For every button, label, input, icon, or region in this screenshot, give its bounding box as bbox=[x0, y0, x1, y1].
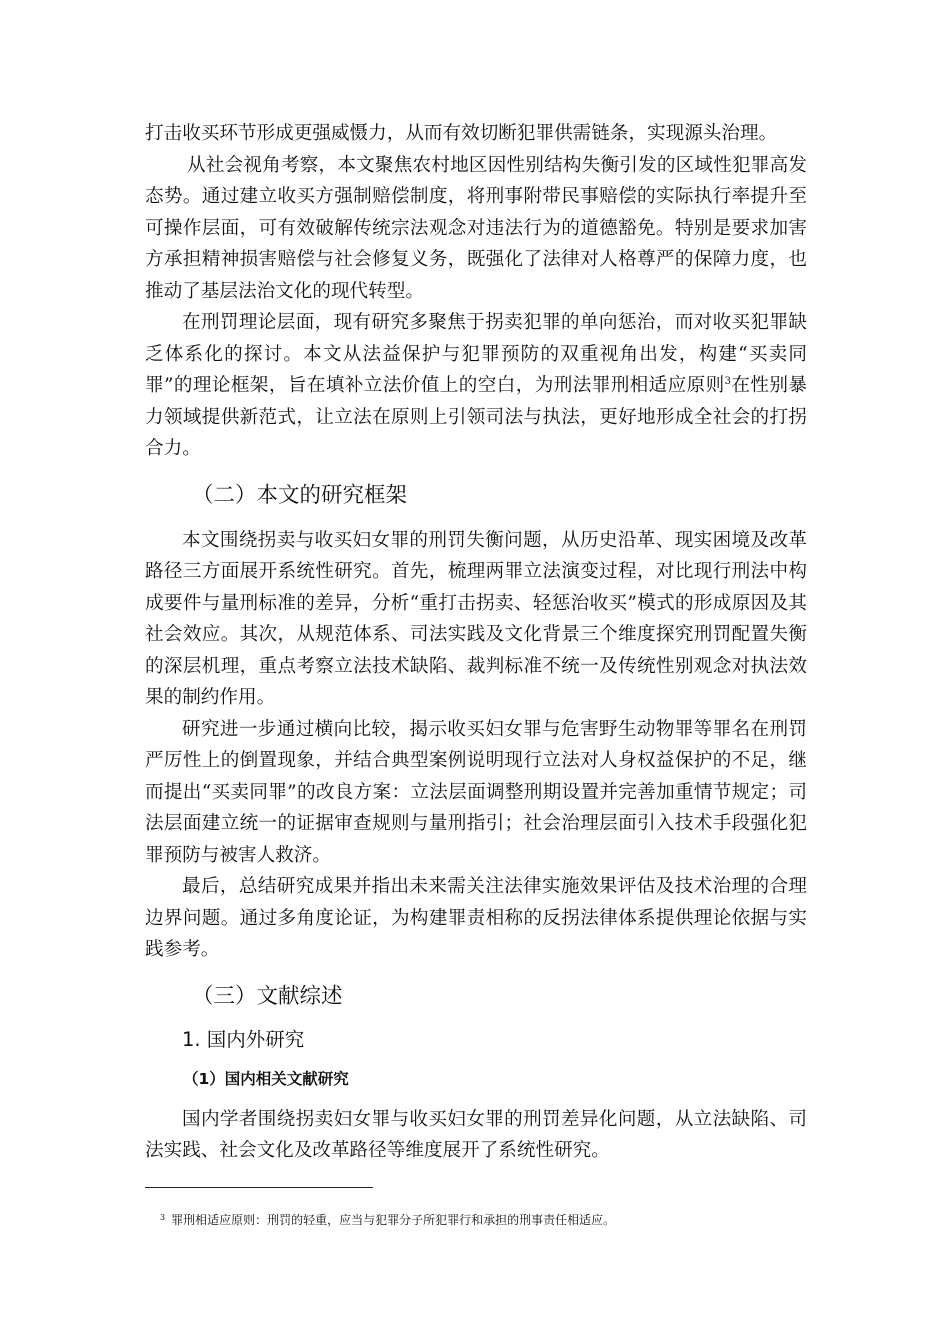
subheading-domestic-foreign-research: 1. 国内外研究 bbox=[182, 1027, 305, 1051]
subheading-domestic-literature: （1）国内相关文献研究 bbox=[183, 1069, 349, 1088]
paragraph-penal-theory bbox=[145, 307, 807, 465]
paragraph-framework-comparison: 研究进一步通过横向比较，揭示收买妇女罪与危害野生动物罪等罪名在刑罚严厉性上的倒置现象，并结合典型案例说明现行立法对人身权益保护的不足，继而提出“买卖同罪”的改良方案：立法层面调整刑期设置并完善加重情节规定；司法层面建立统一的证据审查规则与量刑指引；社会治理层面引入技术手段强化犯罪预防与被害人救济。 bbox=[145, 718, 807, 866]
paragraph-text: 在性别暴力领域提供新范式，让立法在原则上引领司法与执法，更好地形成全社会的打拐合力。 bbox=[145, 375, 807, 459]
main-content bbox=[145, 118, 807, 1167]
paragraph-continuation: 打击收买环节形成更强威慑力，从而有效切断犯罪供需链条，实现源头治理。 bbox=[145, 123, 778, 144]
footnote-marker: 3 bbox=[160, 1213, 166, 1222]
paragraph-social-perspective: 从社会视角考察，本文聚焦农村地区因性别结构失衡引发的区域性犯罪高发态势。通过建立收买方强制赔偿制度，将刑事附带民事赔偿的实际执行率提升至可操作层面，可有效破解传统宗法观念对违法行为的道德豁免。特别是要求加害方承担精神损害赔偿与社会修复义务，既强化了法律对人格尊严的保障力度，也推动了基层法治文化的现代转型。 bbox=[145, 154, 807, 302]
section-heading-literature-review: （三）文献综述 bbox=[192, 983, 343, 1009]
footnote-divider bbox=[145, 1187, 373, 1188]
paragraph-domestic-scholars: 国内学者围绕拐卖妇女罪与收买妇女罪的刑罚差异化问题，从立法缺陷、司法实践、社会文化及改革路径等维度展开了系统性研究。 bbox=[145, 1108, 807, 1161]
paragraph-text: 在刑罚理论层面，现有研究多聚焦于拐卖犯罪的单向惩治，而对收买犯罪缺乏体系化的探讨。本文从法益保护与犯罪预防的双重视角出发，构建“买卖同罪”的理论框架，旨在填补立法价值上的空白，为刑法罪刑相适应原则 bbox=[145, 312, 807, 396]
footnote bbox=[160, 1209, 800, 1229]
footnote-text: 罪刑相适应原则：刑罚的轻重，应当与犯罪分子所犯罪行和承担的刑事责任相适应。 bbox=[171, 1213, 616, 1227]
footnote-reference[interactable]: 3 bbox=[724, 376, 732, 387]
section-heading-research-framework: （二）本文的研究框架 bbox=[192, 482, 408, 508]
paragraph-framework-conclusion: 最后，总结研究成果并指出未来需关注法律实施效果评估及技术治理的合理边界问题。通过多角度论证，为构建罪责相称的反拐法律体系提供理论依据与实践参考。 bbox=[145, 876, 807, 960]
paragraph-framework-intro: 本文围绕拐卖与收买妇女罪的刑罚失衡问题，从历史沿革、现实困境及改革路径三方面展开系统性研究。首先，梳理两罪立法演变过程，对比现行刑法中构成要件与量刑标准的差异，分析“重打击拐卖、轻惩治收买”模式的形成原因及其社会效应。其次，从规范体系、司法实践及文化背景三个维度探究刑罚配置失衡的深层机理，重点考察立法技术缺陷、裁判标准不统一及传统性别观念对执法效果的制约作用。 bbox=[145, 529, 807, 708]
